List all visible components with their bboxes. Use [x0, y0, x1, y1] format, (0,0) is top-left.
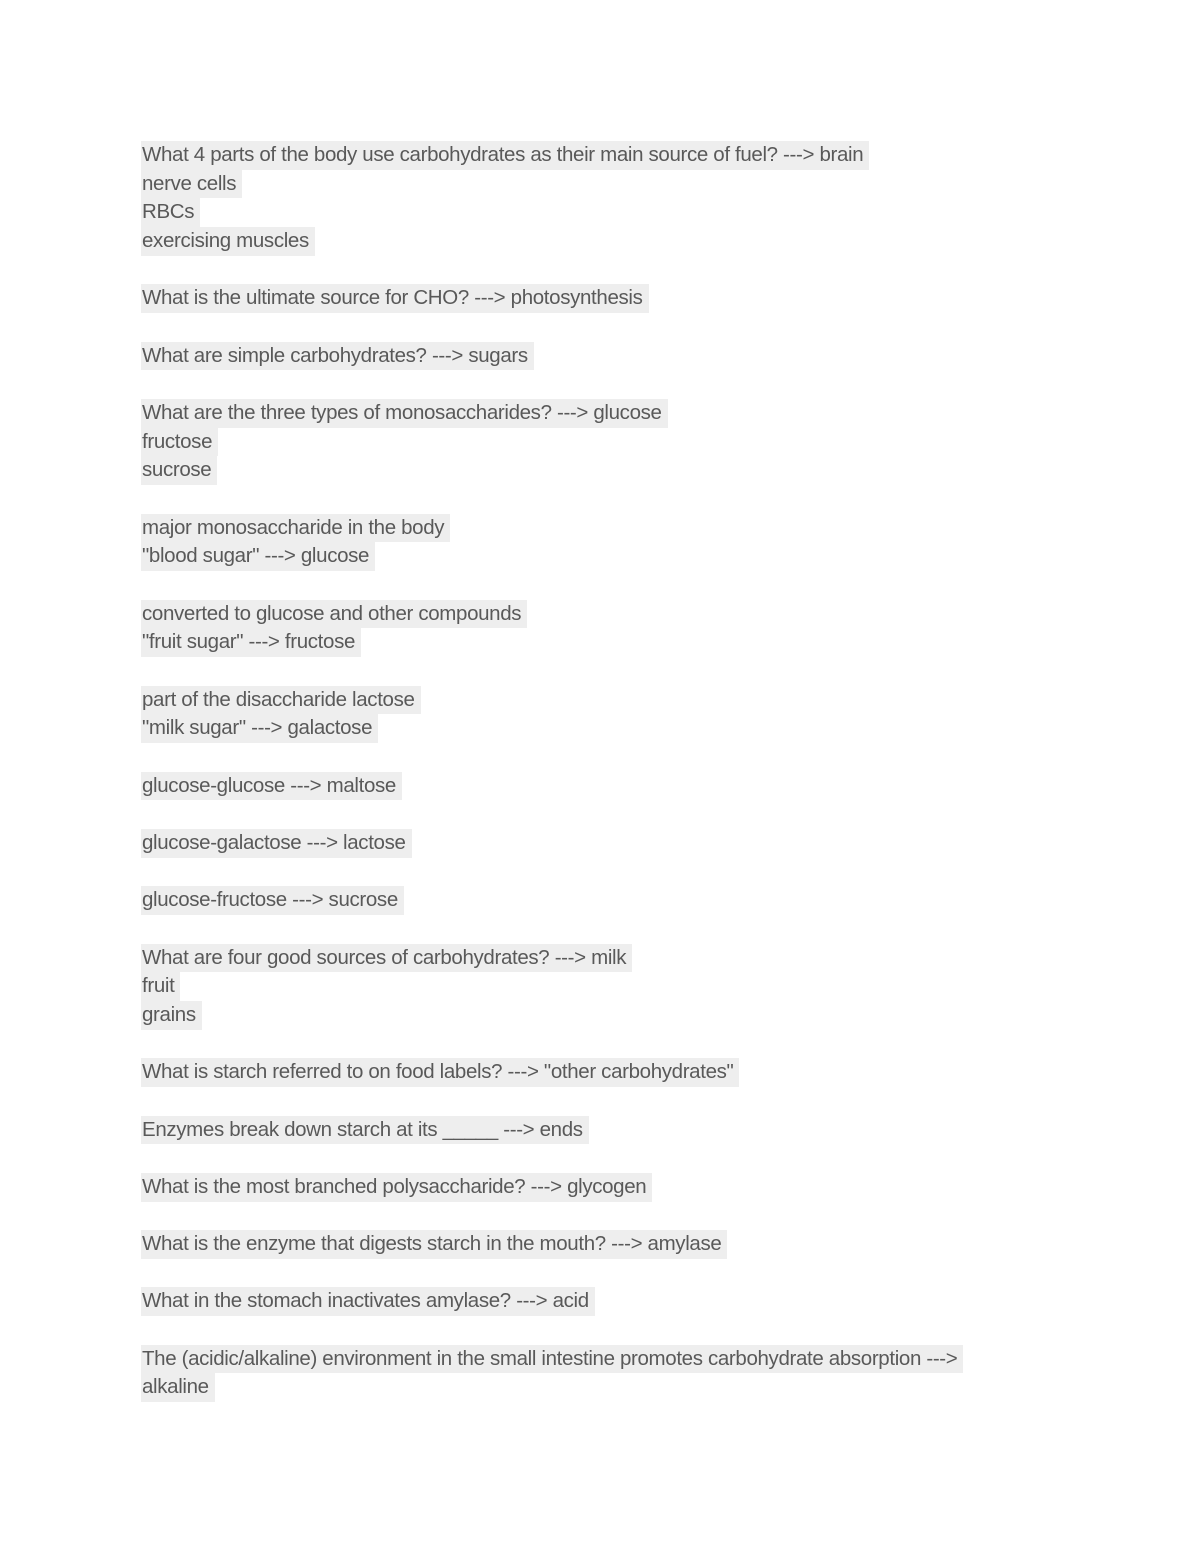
card-text-line: glucose-fructose ---> sucrose: [141, 886, 404, 915]
flashcard: [141, 399, 1071, 485]
flashcard-list: [141, 141, 1071, 1431]
card-text-line: "milk sugar" ---> galactose: [141, 714, 378, 743]
card-text-line: What 4 parts of the body use carbohydrates as their main source of fuel? ---> brain: [141, 141, 869, 170]
card-text-line: nerve cells: [141, 170, 242, 199]
flashcard: [141, 1345, 1071, 1402]
flashcard: [141, 886, 1071, 915]
flashcard: [141, 284, 1071, 313]
card-text-line: fruit: [141, 972, 180, 1001]
flashcard: [141, 1287, 1071, 1316]
card-text-line: What is the ultimate source for CHO? ---> photosynthesis: [141, 284, 649, 313]
card-text-line: fructose: [141, 428, 218, 457]
card-text-line: RBCs: [141, 198, 200, 227]
card-text-line: What are four good sources of carbohydrates? ---> milk: [141, 944, 632, 973]
card-text-line: "fruit sugar" ---> fructose: [141, 628, 361, 657]
card-text-line: converted to glucose and other compounds: [141, 600, 527, 629]
card-text-line: Enzymes break down starch at its _____ ---> ends: [141, 1116, 589, 1145]
flashcard: [141, 686, 1071, 743]
flashcard: [141, 829, 1071, 858]
flashcard: [141, 1173, 1071, 1202]
card-text-line: "blood sugar" ---> glucose: [141, 542, 375, 571]
flashcard: [141, 1230, 1071, 1259]
card-text-line: exercising muscles: [141, 227, 315, 256]
card-text-line: What is the most branched polysaccharide? ---> glycogen: [141, 1173, 652, 1202]
card-text-line: What is the enzyme that digests starch in the mouth? ---> amylase: [141, 1230, 727, 1259]
card-text-line: grains: [141, 1001, 202, 1030]
flashcard: [141, 141, 1071, 256]
card-text-line: sucrose: [141, 456, 217, 485]
card-text-line: part of the disaccharide lactose: [141, 686, 421, 715]
flashcard: [141, 1058, 1071, 1087]
card-text-line: major monosaccharide in the body: [141, 514, 450, 543]
flashcard: [141, 1116, 1071, 1145]
flashcard: [141, 772, 1071, 801]
flashcard: [141, 600, 1071, 657]
card-text-line: glucose-galactose ---> lactose: [141, 829, 412, 858]
card-text-line: What are simple carbohydrates? ---> sugars: [141, 342, 534, 371]
flashcard: [141, 514, 1071, 571]
flashcard: [141, 944, 1071, 1030]
flashcard: [141, 342, 1071, 371]
card-text-line: The (acidic/alkaline) environment in the small intestine promotes carbohydrate absorption --->: [141, 1345, 963, 1374]
card-text-line: What in the stomach inactivates amylase? ---> acid: [141, 1287, 595, 1316]
card-text-line: What are the three types of monosaccharides? ---> glucose: [141, 399, 668, 428]
card-text-line: glucose-glucose ---> maltose: [141, 772, 402, 801]
card-text-line: What is starch referred to on food labels? ---> "other carbohydrates": [141, 1058, 739, 1087]
card-text-line: alkaline: [141, 1373, 215, 1402]
